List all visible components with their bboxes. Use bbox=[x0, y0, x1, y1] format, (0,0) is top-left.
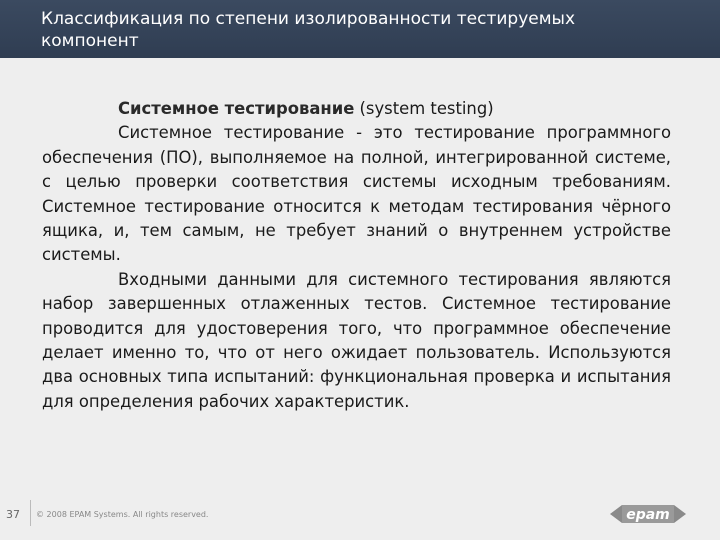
copyright-notice: © 2008 EPAM Systems. All rights reserved. bbox=[36, 510, 209, 519]
section-heading bbox=[42, 97, 671, 121]
slide-header bbox=[0, 0, 720, 58]
heading-term: Системное тестирование bbox=[118, 99, 355, 118]
paragraph-definition: Системное тестирование - это тестирование программного обеспечения (ПО), выполняемое на полной, интегрированной системе, с целью проверки соответствия системы исходным требованиям. Системное тестирование относится к методам тестирования чёрного ящика, и, тем самым, не требует знаний о внутреннем устройстве системы. bbox=[42, 123, 671, 265]
svg-text:epam: epam bbox=[626, 507, 670, 523]
paragraph-inputs: Входными данными для системного тестирования являются набор завершенных отлаженных тестов. Системное тестирование проводится для удостоверения того, что программное обеспечение делает именно то, что от него ожидает пользователь. Используются два основных типа испытаний: функциональная проверка и испытания для определения рабочих характеристик. bbox=[42, 269, 671, 411]
slide-body bbox=[42, 97, 671, 414]
heading-translation: (system testing) bbox=[354, 99, 494, 118]
slide-title: Классификация по степени изолированности тестируемых компонент bbox=[41, 9, 576, 51]
page-number: 37 bbox=[6, 508, 20, 521]
footer-divider bbox=[30, 500, 31, 526]
epam-logo bbox=[608, 502, 688, 530]
